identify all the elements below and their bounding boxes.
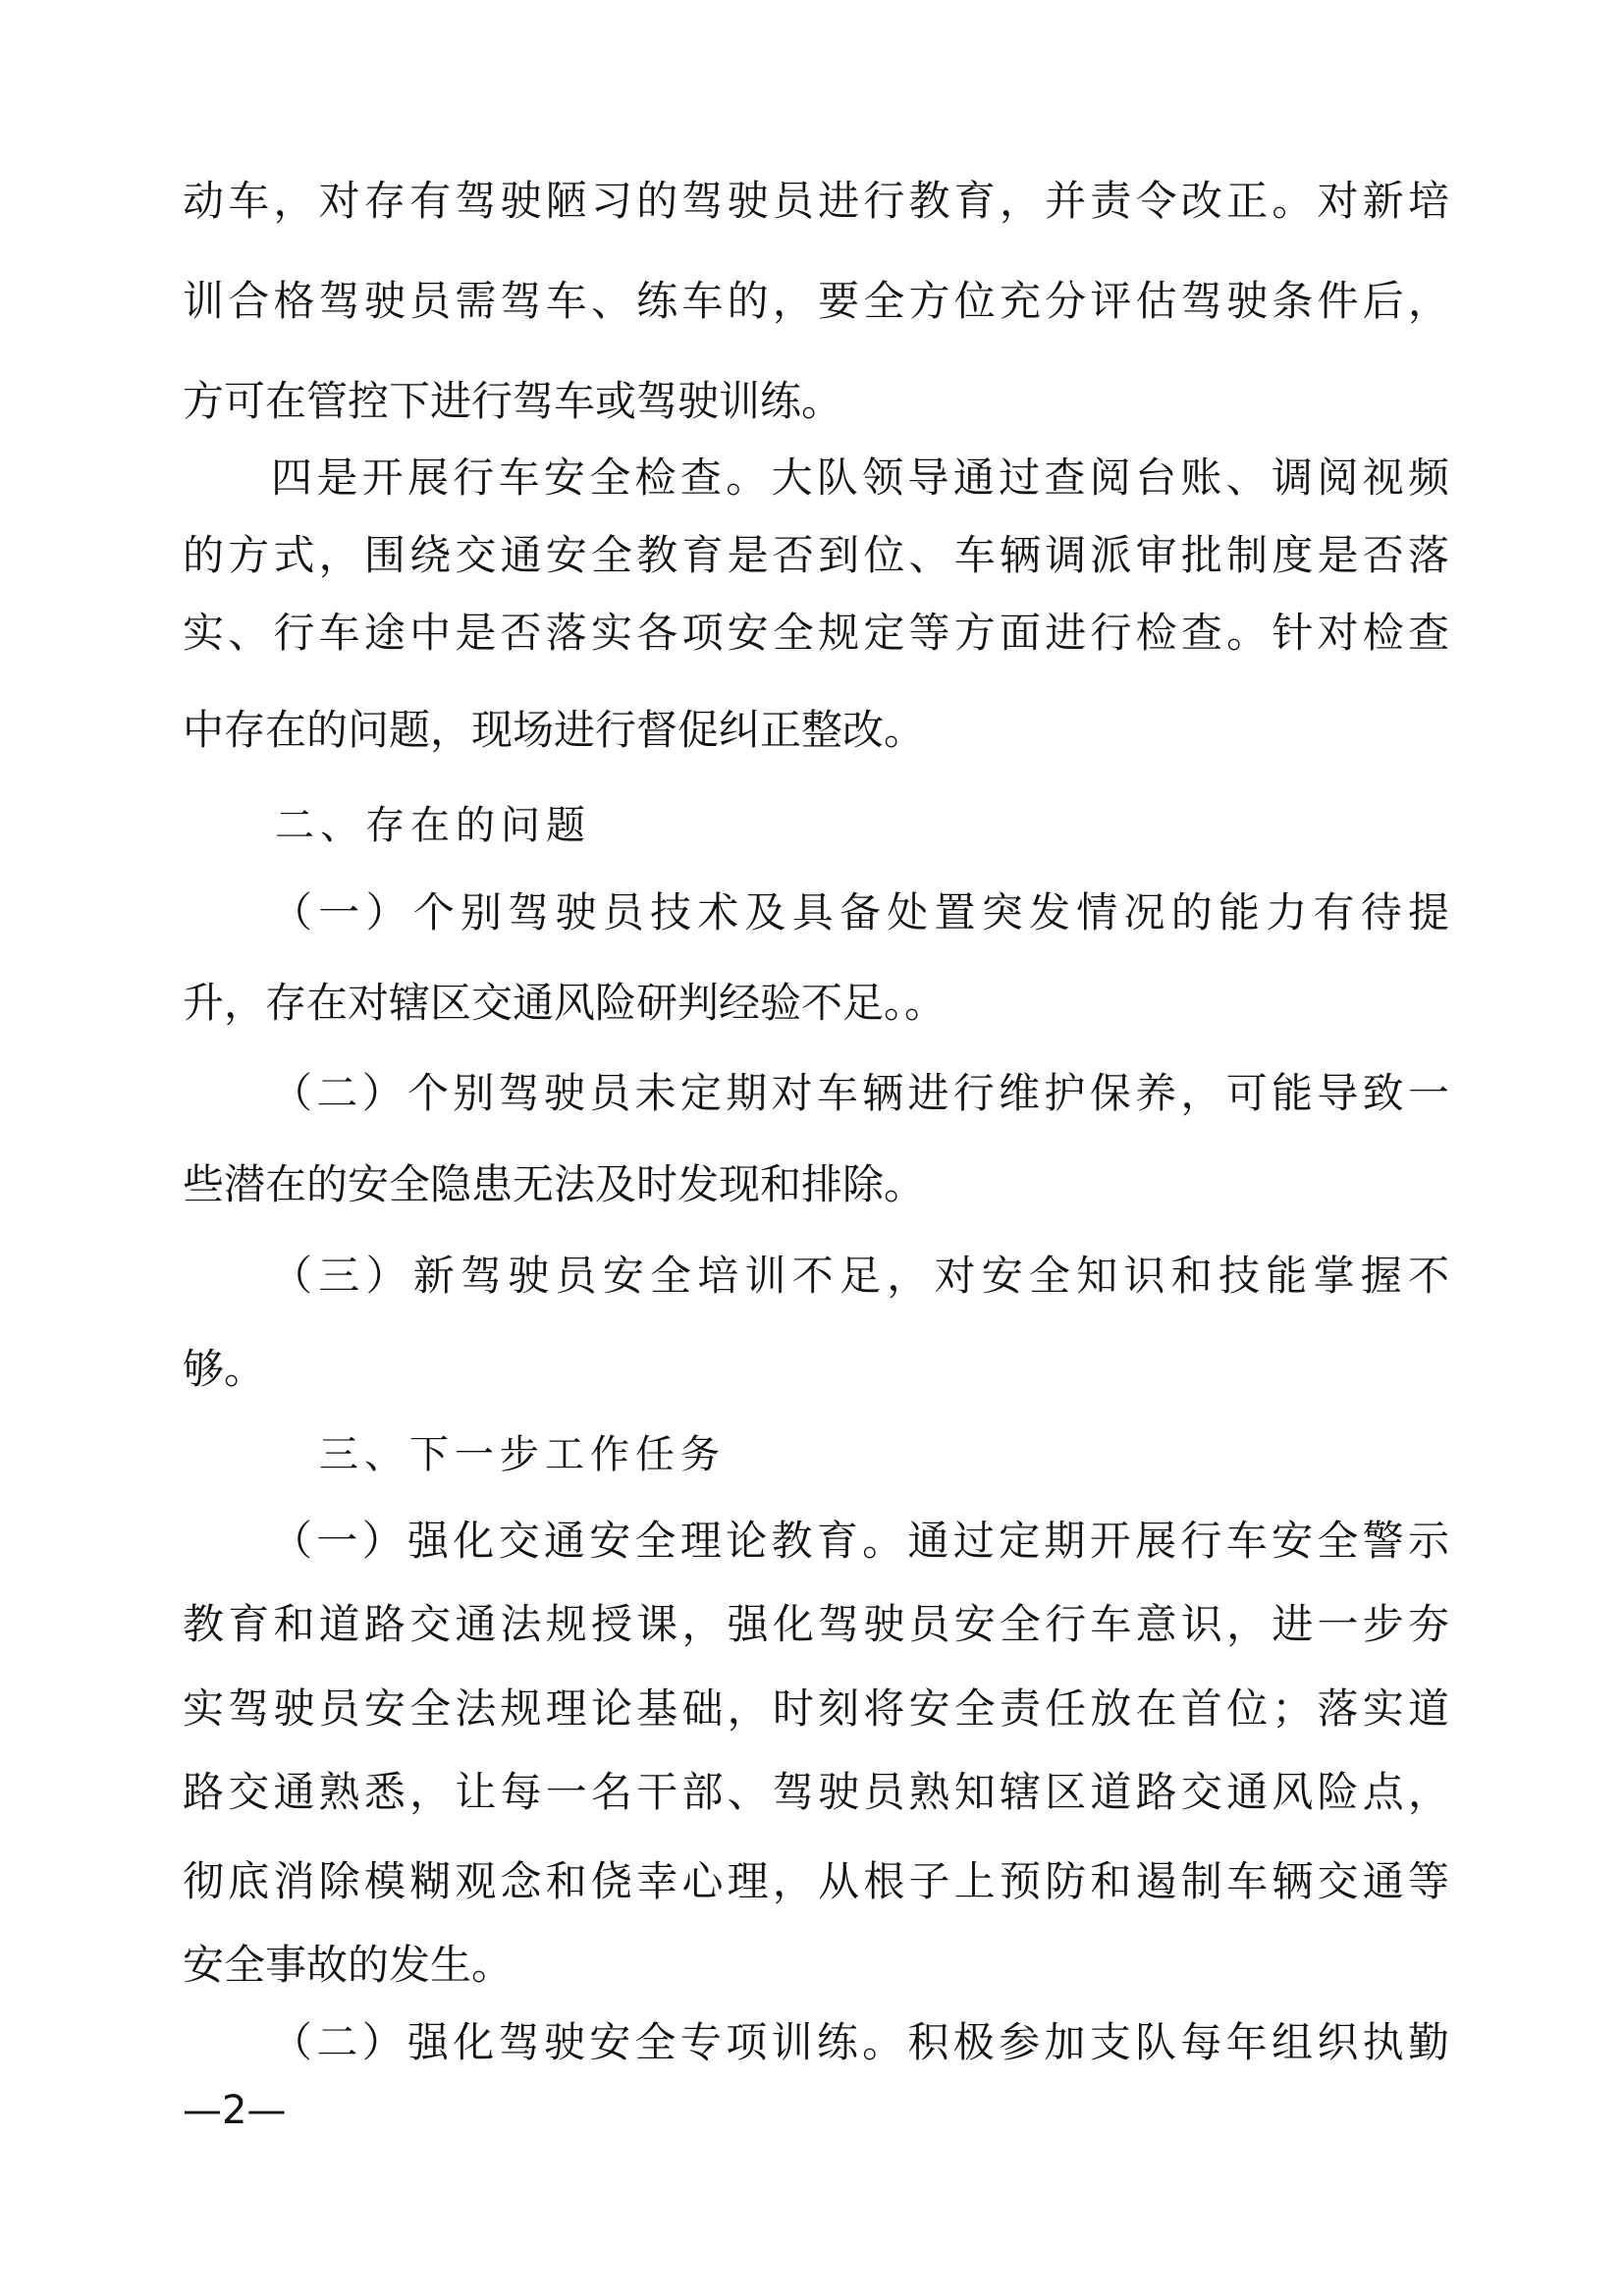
page-number: —2— (183, 2088, 287, 2133)
body-text-line: 升，存在对辖区交通风险研判经验不足。。 (183, 979, 947, 1027)
body-text-line: 些潜在的安全隐患无法及时发现和排除。 (183, 1160, 926, 1208)
section-heading: 二、存在的问题 (275, 803, 591, 848)
body-text-line: 实、行车途中是否落实各项安全规定等方面进行检查。针对检查 (183, 609, 1449, 657)
section-heading: 三、下一步工作任务 (319, 1432, 726, 1477)
body-text-line: 动车，对存有驾驶陋习的驾驶员进行教育，并责令改正。对新培 (183, 177, 1449, 225)
body-text-line: 四是开展行车安全检查。大队领导通过查阅台账、调阅视频 (271, 454, 1449, 502)
body-text-line: （二）强化驾驶安全专项训练。积极参加支队每年组织执勤 (271, 2018, 1449, 2066)
body-text-line: 实驾驶员安全法规理论基础，时刻将安全责任放在首位；落实道 (183, 1684, 1449, 1733)
body-text-line: 彻底消除模糊观念和侥幸心理，从根子上预防和遏制车辆交通等 (183, 1857, 1449, 1905)
body-text-line: （三）新驾驶员安全培训不足，对安全知识和技能掌握不 (271, 1252, 1449, 1300)
body-text-line: 教育和道路交通法规授课，强化驾驶员安全行车意识，进一步夯 (183, 1600, 1449, 1648)
body-text-line: 的方式，围绕交通安全教育是否到位、车辆调派审批制度是否落 (183, 531, 1449, 579)
body-text-line: （二）个别驾驶员未定期对车辆进行维护保养，可能导致一 (271, 1069, 1449, 1117)
body-text-line: 安全事故的发生。 (183, 1941, 514, 1989)
body-text-line: （一）强化交通安全理论教育。通过定期开展行车安全警示 (271, 1517, 1449, 1565)
body-text-line: 方可在管控下进行驾车或驾驶训练。 (183, 377, 843, 425)
body-text-line: 路交通熟悉，让每一名干部、驾驶员熟知辖区道路交通风险点， (183, 1768, 1449, 1816)
body-text-line: 训合格驾驶员需驾车、练车的，要全方位充分评估驾驶条件后， (183, 277, 1449, 325)
body-text-line: （一）个别驾驶员技术及具备处置突发情况的能力有待提 (271, 888, 1449, 936)
body-text-line: 够。 (183, 1345, 266, 1393)
body-text-line: 中存在的问题，现场进行督促纠正整改。 (183, 706, 926, 754)
